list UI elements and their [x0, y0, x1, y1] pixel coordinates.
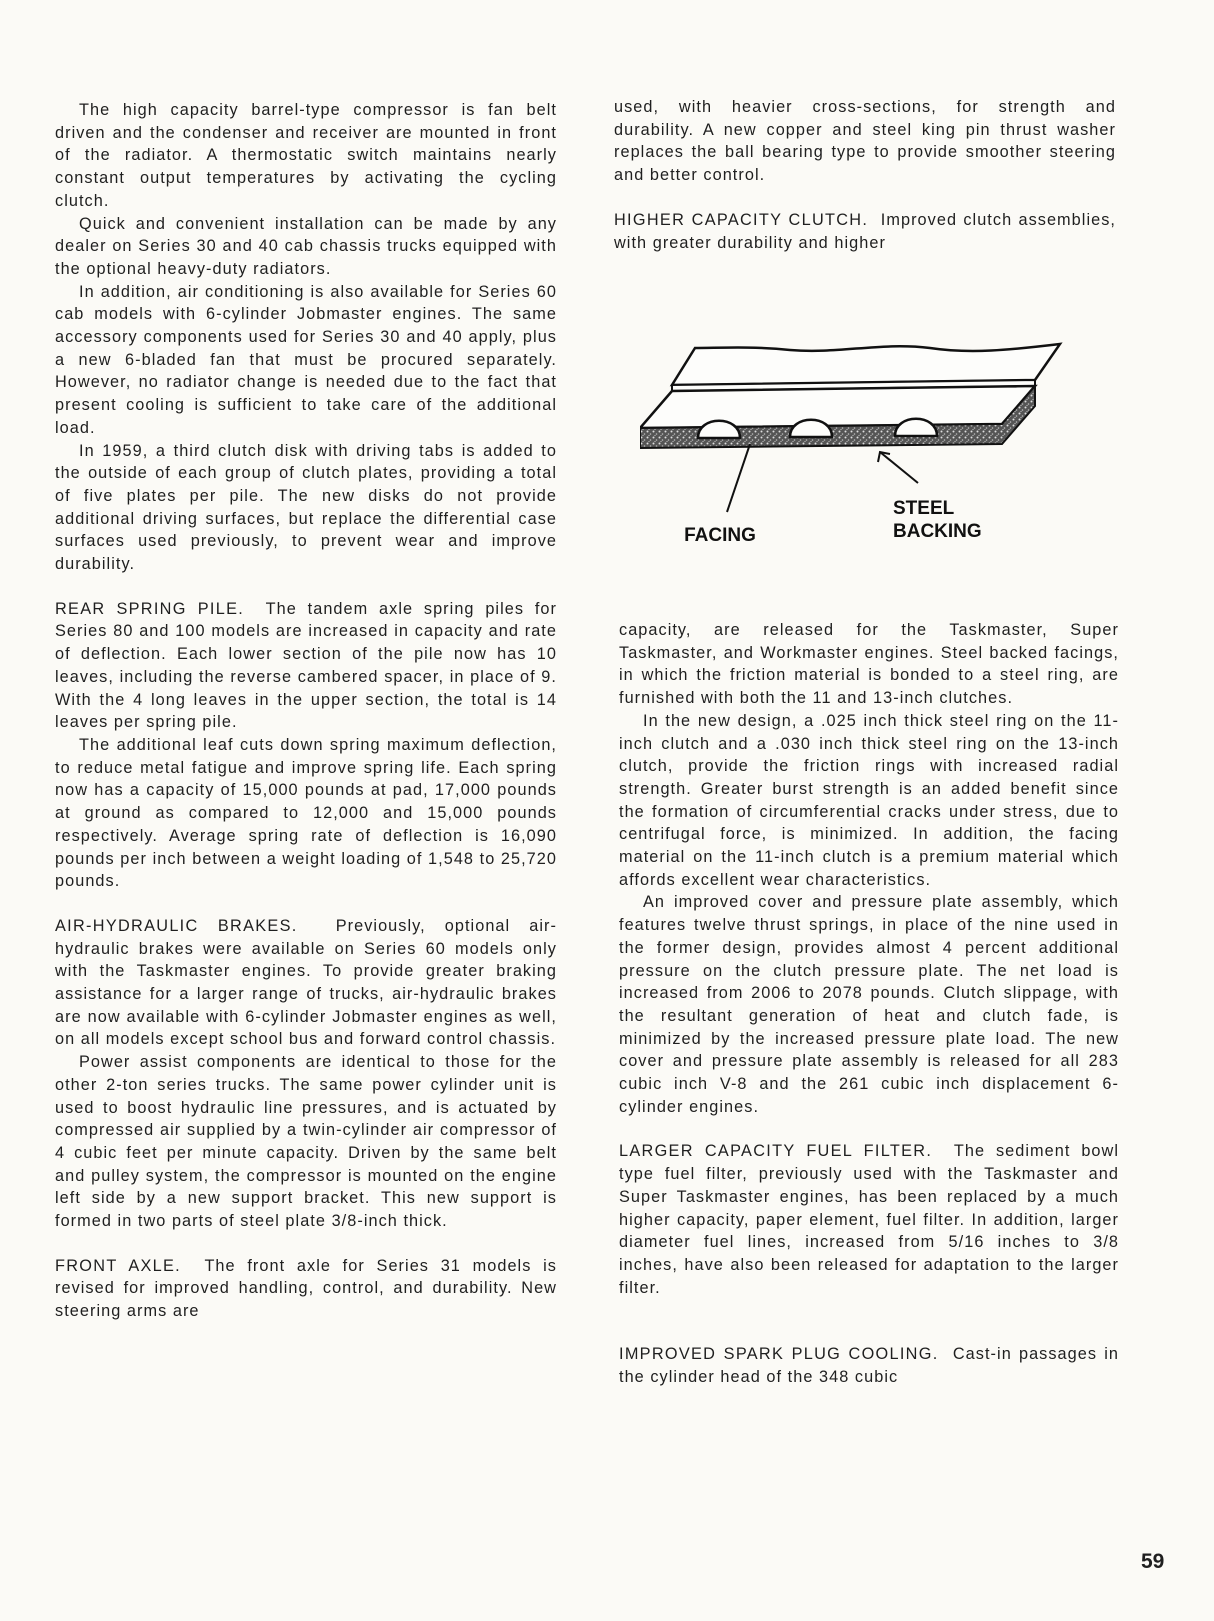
section-higher-capacity-clutch: [614, 209, 1116, 254]
paragraph: Power assist components are identical to those for the other 2-ton series trucks. The same power cylinder unit is used to boost hydraulic line pressures, and is actuated by compressed air supplied by a twin-cylinder air compressor of 4 cubic feet per minute capacity. Driven by the same belt and pulley system, the compressor is mounted on the engine left side by a new support bracket. This new support is formed in two parts of steel plate 3/8-inch thick.: [55, 1053, 557, 1231]
clutch-facing-diagram: [640, 340, 1100, 560]
section-heading: HIGHER CAPACITY CLUTCH.: [614, 210, 869, 229]
section-heading: LARGER CAPACITY FUEL FILTER.: [619, 1142, 933, 1161]
right-column-top: [614, 96, 1116, 254]
paragraph-text: The sediment bowl type fuel filter, previously used with the Taskmaster and Super Taskmaster engines, has been replaced by a much higher capacity, paper element, fuel filter. In addition, larger diameter fuel lines, increased from 5/16 inches to 3/8 inches, have also been released for adaptation to the larger filter.: [619, 1142, 1119, 1297]
paragraph: The high capacity barrel-type compressor is fan belt driven and the condenser and receiver are mounted in front of the radiator. A thermostatic switch maintains nearly constant output temperatures by activating the cycling clutch.: [55, 101, 557, 210]
section-heading: FRONT AXLE.: [55, 1256, 181, 1275]
paragraph: Quick and convenient installation can be made by any dealer on Series 30 and 40 cab chassis trucks equipped with the optional heavy-duty radiators.: [55, 214, 557, 278]
steel-backing-leader-line: [880, 452, 918, 483]
section-larger-capacity-fuel-filter: [619, 1140, 1119, 1299]
paragraph: In addition, air conditioning is also available for Series 60 cab models with 6-cylinder Jobmaster engines. The same accessory components used for Series 30 and 40 apply, plus a new 6-bladed fan that must be procured separately. However, no radiator change is needed due to the fact that present cooling is sufficient to take care of the additional load.: [55, 282, 557, 437]
paragraph: In the new design, a .025 inch thick steel ring on the 11-inch clutch and a .030 inch thick steel ring on the 13-inch clutch, provide the friction rings with increased radial strength. Greater burst strength is an added benefit since the formation of circumferential cracks under stress, due to centrifugal force, is minimized. In addition, the facing material on the 11-inch clutch is a premium material which affords excellent wear characteristics.: [619, 711, 1119, 889]
paragraph-text: Cast-in passages in the cylinder head of the 348 cubic: [619, 1345, 1119, 1387]
section-heading: REAR SPRING PILE.: [55, 599, 245, 618]
facing-leader-line: [727, 444, 750, 512]
paragraph-text: Previously, optional air-hydraulic brakes were available on Series 60 models only with the Taskmaster engines. To provide greater braking assistance for a larger range of trucks, air-hydraulic brakes are now available with 6-cylinder Jobmaster engines as well, on all models except school bus and forward control chassis.: [55, 916, 557, 1049]
backing-plate-top: [640, 386, 1035, 428]
page-number: 59: [1141, 1550, 1165, 1573]
paragraph: capacity, are released for the Taskmaster, Super Taskmaster, and Workmaster engines. Steel backed facings, in which the friction material is bonded to a steel ring, are furnished with both the 11 and 13-inch clutches.: [619, 621, 1119, 708]
paragraph-text: The tandem axle spring piles for Series 80 and 100 models are increased in capacity and rate of deflection. Each lower section of the pile now has 10 leaves, including the reverse cambered spacer, in place of 9. With the 4 long leaves in the upper section, the total is 14 leaves per spring pile.: [55, 599, 557, 732]
paragraph: The additional leaf cuts down spring maximum deflection, to reduce metal fatigue and improve spring life. Each spring now has a capacity of 15,000 pounds at pad, 17,000 pounds at ground as compared to 12,000 and 15,000 pounds respectively. Average spring rate of deflection is 16,090 pounds per inch between a weight loading of 1,548 to 25,720 pounds.: [55, 735, 557, 891]
section-front-axle: [55, 1255, 557, 1323]
facing-top-surface: [672, 344, 1060, 385]
paragraph-text: The front axle for Series 31 models is revised for improved handling, control, and durability. New steering arms are: [55, 1256, 557, 1321]
facing-label: FACING: [684, 525, 756, 546]
section-improved-spark-plug-cooling: [619, 1343, 1119, 1388]
right-column-bottom: [619, 619, 1119, 1389]
steel-label: STEEL: [893, 498, 955, 519]
paragraph: used, with heavier cross-sections, for strength and durability. A new copper and steel king pin thrust washer replaces the ball bearing type to provide smoother steering and better control.: [614, 98, 1116, 185]
section-heading: AIR-HYDRAULIC BRAKES.: [55, 916, 298, 935]
left-column: [55, 99, 557, 1323]
section-rear-spring-pile: [55, 598, 557, 734]
backing-label: BACKING: [893, 521, 982, 542]
paragraph-text: Improved clutch assemblies, with greater durability and higher: [614, 210, 1116, 252]
paragraph: In 1959, a third clutch disk with driving tabs is added to the outside of each group of clutch plates, providing a total of five plates per pile. The new disks do not provide additional driving surfaces, but replace the differential case surfaces used previously, to prevent wear and improve durability.: [55, 441, 557, 574]
section-heading: IMPROVED SPARK PLUG COOLING.: [619, 1345, 939, 1364]
section-air-hydraulic-brakes: [55, 915, 557, 1051]
paragraph: An improved cover and pressure plate assembly, which features twelve thrust springs, in place of the nine used in the former design, provides almost 4 percent additional pressure on the clutch pressure plate. The net load is increased from 2006 to 2078 pounds. Clutch slippage, with the resultant generation of heat and clutch fade, is minimized by the increased pressure plate load. The new cover and pressure plate assembly is released for all 283 cubic inch V-8 and the 261 cubic inch displacement 6-cylinder engines.: [619, 893, 1119, 1116]
